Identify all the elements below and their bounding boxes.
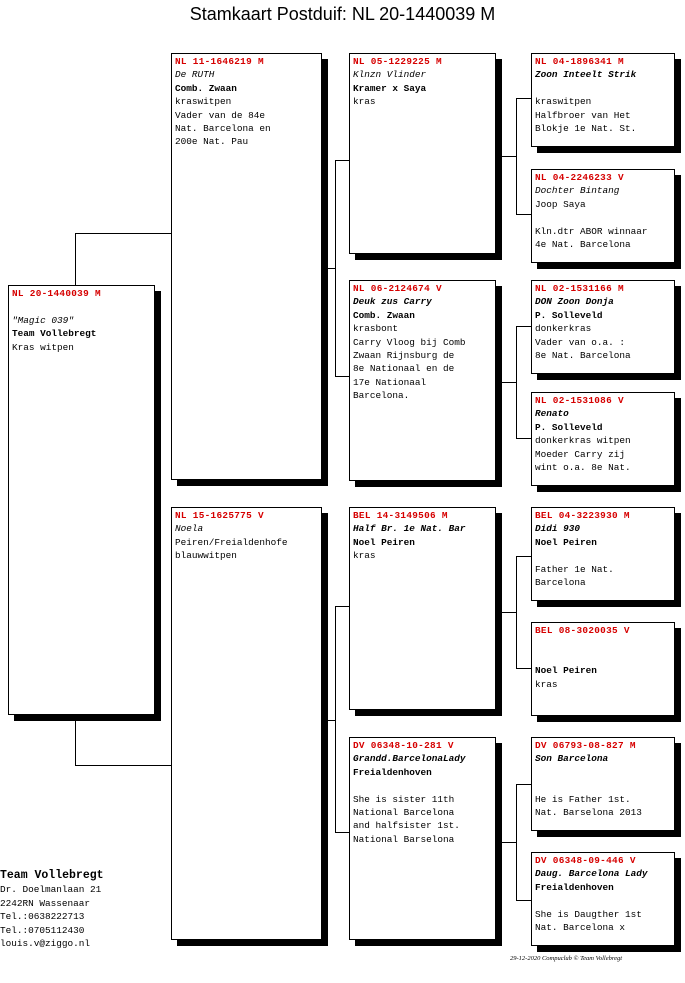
connector [516, 900, 531, 901]
pigeon-name: DON Zoon Donja [535, 296, 614, 308]
breeder: Noel Peiren [535, 665, 597, 677]
card-line: Father 1e Nat. [535, 563, 614, 575]
connector [335, 606, 349, 607]
ring-number: NL 06-2124674 V [353, 283, 442, 294]
owner-phone: Tel.:0705112430 [0, 924, 85, 936]
card-line: Halfbroer van Het [535, 109, 631, 121]
pigeon-name: Dochter Bintang [535, 185, 620, 197]
connector [500, 382, 516, 383]
card-line [535, 894, 671, 907]
connector [75, 765, 171, 766]
breeder: Freialdenhoven [353, 766, 432, 778]
connector [516, 214, 531, 215]
card-line: donkerkras witpen [535, 435, 631, 447]
card-line: National Barselona [353, 833, 455, 845]
pigeon-card-sire [171, 53, 322, 480]
owner-name: Team Vollebregt [0, 869, 104, 882]
owner-phone: Tel.:0638222713 [0, 911, 85, 923]
breeder: Comb. Zwaan [175, 82, 237, 94]
card-line: Vader van de 84e [175, 109, 266, 121]
card-line: blauwwitpen [175, 550, 237, 562]
card-line [535, 549, 671, 562]
connector [516, 98, 531, 99]
pigeon-name: Half Br. 1e Nat. Bar [353, 523, 466, 535]
card-line: 8e Nationaal en de [353, 363, 455, 375]
card-line: Moeder Carry zij [535, 448, 626, 460]
connector [75, 233, 171, 234]
connector [335, 832, 349, 833]
connector [322, 268, 335, 269]
pigeon-card-dam-sire [349, 507, 496, 710]
card-line: 8e Nat. Barcelona [535, 350, 631, 362]
ring-number: NL 11-1646219 M [175, 56, 264, 67]
pigeon-name: Deuk zus Carry [353, 296, 432, 308]
breeder: P. Solleveld [535, 421, 603, 433]
pigeon-card-dam-dam [349, 737, 496, 940]
card-line: donkerkras [535, 323, 592, 335]
connector [516, 668, 531, 669]
card-line: Zwaan Rijnsburg de [353, 350, 455, 362]
connector [500, 156, 516, 157]
connector [335, 160, 336, 376]
card-line: 4e Nat. Barcelona [535, 239, 631, 251]
card-line: kraswitpen [535, 96, 592, 108]
ring-number: NL 05-1229225 M [353, 56, 442, 67]
card-line: Barcelona. [353, 390, 410, 402]
pigeon-name: Grandd.BarcelonaLady [353, 753, 466, 765]
card-line [353, 779, 492, 792]
connector [516, 556, 517, 668]
pigeon-name: Noela [175, 523, 204, 535]
connector [335, 606, 336, 832]
pigeon-card-sds [531, 280, 675, 374]
owner-info [0, 868, 104, 951]
breeder: Freialdenhoven [535, 881, 614, 893]
card-line: and halfsister 1st. [353, 820, 460, 832]
connector [516, 784, 531, 785]
ring-number: BEL 14-3149506 M [353, 510, 448, 521]
breeder: Comb. Zwaan [353, 309, 415, 321]
connector [75, 233, 76, 285]
pigeon-name: Renato [535, 408, 569, 420]
connector [516, 326, 517, 438]
card-line [535, 766, 671, 779]
footer-credit: 29-12-2020 Compuclub © Team Vollebregt [510, 955, 623, 962]
pigeon-card-ssd [531, 169, 675, 263]
pigeon-card-sdd [531, 392, 675, 486]
pigeon-card-sire-dam [349, 280, 496, 481]
pigeon-name: De RUTH [175, 69, 215, 81]
pigeon-card-dds [531, 737, 675, 831]
breeder: Joop Saya [535, 198, 586, 210]
card-line [535, 82, 671, 95]
pigeon-name: "Magic 039" [12, 314, 74, 326]
card-line [12, 300, 151, 313]
card-line: kraswitpen [175, 96, 232, 108]
breeder: Noel Peiren [535, 536, 597, 548]
pigeon-card-dsd [531, 622, 675, 716]
card-line: Nat. Barselona 2013 [535, 807, 642, 818]
pigeon-name: Zoon Inteelt Strik [535, 69, 637, 81]
ring-number: BEL 04-3223930 M [535, 510, 630, 521]
card-line: wint o.a. 8e Nat. [535, 462, 631, 474]
connector [516, 556, 531, 557]
card-line [535, 779, 671, 792]
card-line: Barcelona [535, 577, 586, 589]
connector [516, 326, 531, 327]
pigeon-card-sss [531, 53, 675, 147]
pigeon-name: Daug. Barcelona Lady [535, 868, 648, 880]
pigeon-card-sire-sire [349, 53, 496, 254]
ring-number: NL 20-1440039 M [12, 288, 101, 299]
ring-number: NL 02-1531166 M [535, 283, 624, 294]
ring-number: DV 06348-09-446 V [535, 855, 636, 866]
page-title: Stamkaart Postduif: NL 20-1440039 M [189, 4, 496, 24]
pigeon-name: Son Barcelona [535, 753, 609, 765]
card-line [535, 637, 671, 650]
ring-number: NL 15-1625775 V [175, 510, 264, 521]
pigeon-name: Didi 930 [535, 523, 581, 535]
ring-number: NL 04-1896341 M [535, 56, 624, 67]
card-line: kras [353, 550, 376, 562]
card-line: Nat. Barcelona en [175, 123, 271, 135]
breeder: Noel Peiren [353, 536, 415, 548]
owner-email: louis.v@ziggo.nl [0, 938, 91, 950]
pigeon-card-dss [531, 507, 675, 601]
pigeon-card-subject [8, 285, 155, 715]
connector [322, 720, 335, 721]
card-line: krasbont [353, 323, 399, 335]
ring-number: DV 06793-08-827 M [535, 740, 636, 751]
card-line: She is sister 11th [353, 793, 455, 805]
ring-number: NL 04-2246233 V [535, 172, 624, 183]
connector [335, 160, 349, 161]
connector [516, 98, 517, 214]
connector [500, 612, 516, 613]
card-line: 17e Nationaal [353, 376, 427, 388]
connector [335, 376, 349, 377]
card-line: Blokje 1e Nat. St. [535, 123, 637, 135]
connector [516, 438, 531, 439]
ring-number: DV 06348-10-281 V [353, 740, 454, 751]
card-line: She is Daugther 1st [535, 908, 642, 920]
pigeon-card-dam [171, 507, 322, 940]
connector [75, 720, 76, 765]
pigeon-card-ddd [531, 852, 675, 946]
connector [516, 784, 517, 900]
card-line: He is Father 1st. [535, 793, 631, 805]
card-line: Kras witpen [12, 341, 74, 353]
card-line: Nat. Barcelona x [535, 922, 626, 934]
card-line [535, 651, 671, 664]
card-line: Kln.dtr ABOR winnaar [535, 225, 648, 237]
card-line: Vader van o.a. : [535, 336, 626, 348]
card-line [535, 211, 671, 224]
card-line: kras [353, 96, 376, 108]
owner-city: 2242RN Wassenaar [0, 897, 91, 909]
owner-address: Dr. Doelmanlaan 21 [0, 884, 102, 895]
card-line: Carry Vloog bij Comb [353, 336, 466, 348]
card-line: kras [535, 678, 558, 690]
card-line: National Barcelona [353, 807, 455, 819]
breeder: P. Solleveld [535, 309, 603, 321]
pigeon-name: Klnzn Vlinder [353, 69, 427, 81]
breeder: Kramer x Saya [353, 82, 427, 94]
card-line: 200e Nat. Pau [175, 136, 249, 148]
breeder: Peiren/Freialdenhofe [175, 536, 288, 548]
breeder: Team Vollebregt [12, 328, 97, 340]
ring-number: NL 02-1531086 V [535, 395, 624, 406]
connector [500, 842, 516, 843]
ring-number: BEL 08-3020035 V [535, 625, 630, 636]
